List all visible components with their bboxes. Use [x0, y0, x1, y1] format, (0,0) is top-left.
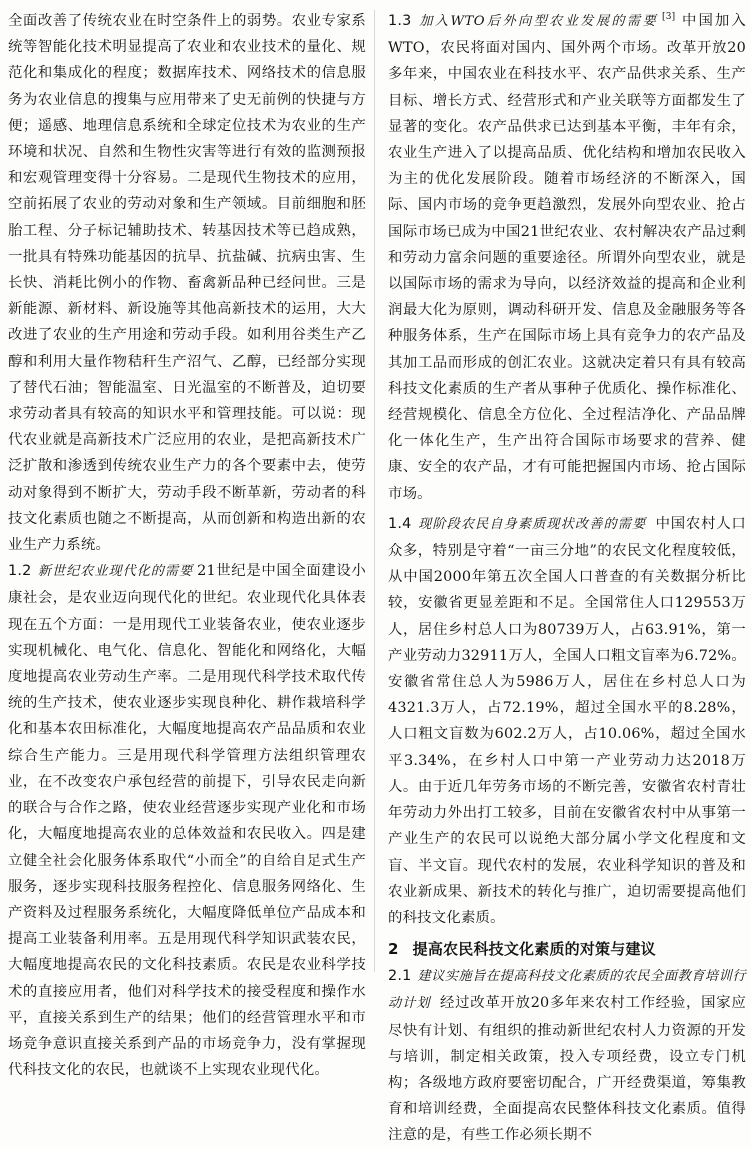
- section-body: 中国农村人口众多，特别是守着“一亩三分地”的农民文化程度较低，从中国2000年第五次全国人口普查的有关数据分析比较，安徽省更显差距和不足。全国常住人口129553万人，居住乡村总人口为80739万人，占63.91%，第一产业劳动力32911万人，全国人口粗文盲率为6.72%。安徽省常住总人为5986万人，居住在乡村总人口为4321.3万人，占72.19%，超过全国水平的8.28%，人口粗文盲数为602.2万人，占10.06%，超过全国水平3.34%，在乡村人口中第一产业劳动力达2018万人。由于近几年劳务市场的不断完善，安徽省农村青壮年劳动力外出打工较多，目前在安徽省农村中从事第一产业生产的农民可以说绝大部分属小学文化程度和文盲、半文盲。现代农村的发展，农业科学知识的普及和农业新成果、新技术的转化与推广，迫切需要提高他们的科技文化素质。: [388, 515, 747, 926]
- section-title: 加入WTO后外向型农业发展的需要: [417, 14, 659, 29]
- section-number: 2: [388, 940, 399, 959]
- section-number: 1.4: [388, 515, 412, 532]
- section-body: 21世纪是中国全面建设小康社会，是农业迈向现代化的世纪。农业现代化具体表现在五个方面：一是用现代工业装备农业，使农业逐步实现机械化、电气化、信息化、智能化和网络化，大幅度地提高农业劳动生产率。二是用现代科学技术取代传统的生产技术，使农业逐步实现良种化、耕作栽培科学化和基本农田标准化，大幅度地提高农产品品质和农业综合生产能力。三是用现代科学管理方法组织管理农业，在不改变农户承包经营的前提下，引导农民走向新的联合与合作之路，使农业经营逐步实现产业化和市场化，大幅度地提高农业的总体效益和农民收入。四是建立健全社会化服务体系取代“小而全”的自给自足式生产服务，逐步实现科技服务程控化、信息服务网络化、生产资料及过程服务系统化，大幅度降低单位产品成本和提高工业装备利用率。五是用现代科学知识武装农民，大幅度地提高农民的文化科技素质。农民是农业科学技术的直接应用者，他们对科学技术的接受程度和操作水平，直接关系到生产的结果；他们的经营管理水平和市场竞争意识直接关系到产品的市场竞争力，没有掌握现代科技文化的农民，也就谈不上实现农业现代化。: [8, 563, 367, 1079]
- section-number: 1.2: [8, 563, 32, 580]
- section-2-heading: [388, 935, 746, 963]
- section-title: 建议实施旨在提高科技文化素质的农民全面教育培训行动计划: [388, 969, 746, 1012]
- section-number: 2.1: [388, 968, 412, 985]
- section-body: 中国加入WTO，农民将面对国内、国外两个市场。改革开放20多年来，中国农业在科技水平、农产品供求关系、生产目标、增长方式、经营形式和产业关联等方面都发生了显著的变化。农产品供求已达到基本平衡，丰年有余，农业生产进入了以提高品质、优化结构和增加农民收入为主的优化发展阶段。随着市场经济的不断深入，国际、国内市场的竞争更趋激烈，发展外向型农业、抢占国际市场已成为中国21世纪农业、农村解决农产品过剩和劳动力富余问题的重要途径。所谓外向型农业，就是以国际市场的需求为导向，以经济效益的提高和企业利润最大化为原则，调动科研开发、信息及金融服务等各种服务体系，生产在国际市场上具有竞争力的农产品及其加工品而形成的创汇农业。这就决定着只有具有较高科技文化素质的生产者从事种子优质化、操作标准化、经营规模化、信息全方位化、全过程洁净化、产品品牌化一体化生产，生产出符合国际市场要求的营养、健康、安全的农产品，才有可能把握国内市场、抢占国际市场。: [388, 13, 746, 502]
- section-1-3: [388, 8, 746, 507]
- left-column: [8, 8, 366, 1083]
- section-1-2: [8, 558, 366, 1083]
- section-title: 新世纪农业现代化的需要: [37, 564, 194, 580]
- section-body: 经过改革开放20多年来农村工作经验，国家应尽快有计划、有组织的推动新世纪农村人力资源的开发与培训，制定相关政策，投入专项经费，设立专门机构；各级地方政府要密切配合，广开经费渠道，筹集教育和培训经费，全面提高农民整体科技文化素质。值得注意的是，有些工作必须长期不: [388, 995, 746, 1144]
- section-1-4: [388, 511, 746, 931]
- column-divider: [374, 10, 375, 972]
- section-2-1: [388, 963, 746, 1148]
- continued-paragraph: 全面改善了传统农业在时空条件上的弱势。农业专家系统等智能化技术明显提高了农业和农业技术的量化、规范化和集成化的程度；数据库技术、网络技术的信息服务为农业信息的搜集与应用带来了史无前例的快捷与方便；遥感、地理信息系统和全球定位技术为农业的生产环境和状况、自然和生物性灾害等进行有效的监测预报和宏观管理变得十分容易。二是现代生物技术的应用，空前拓展了农业的劳动对象和生产领域。目前细胞和胚胎工程、分子标记辅助技术、转基因技术等已趋成熟，一批具有特殊功能基因的抗旱、抗盐碱、抗病虫害、生长快、消耗比例小的作物、畜禽新品种已经问世。三是新能源、新材料、新设施等其他高新技术的运用，大大改进了农业的生产用途和劳动手段。如利用谷类生产乙醇和利用大量作物秸秆生产沼气、乙醇，已经部分实现了替代石油；智能温室、日光温室的不断普及，迫切要求劳动者具有较高的知识水平和管理技能。可以说：现代农业就是高新技术广泛应用的农业，是把高新技术广泛扩散和渗透到传统农业生产力的各个要素中去，使劳动对象得到不断扩大，劳动手段不断革新，劳动者的科技文化素质也随之不断提高，从而创新和构造出新的农业生产力系统。: [8, 13, 366, 554]
- citation-ref: [3]: [662, 12, 676, 23]
- right-column: [388, 8, 746, 1149]
- section-number: 1.3: [388, 13, 412, 29]
- section-title: 提高农民科技文化素质的对策与建议: [412, 940, 656, 959]
- section-title: 现阶段农民自身素质现状改善的需要: [417, 516, 647, 532]
